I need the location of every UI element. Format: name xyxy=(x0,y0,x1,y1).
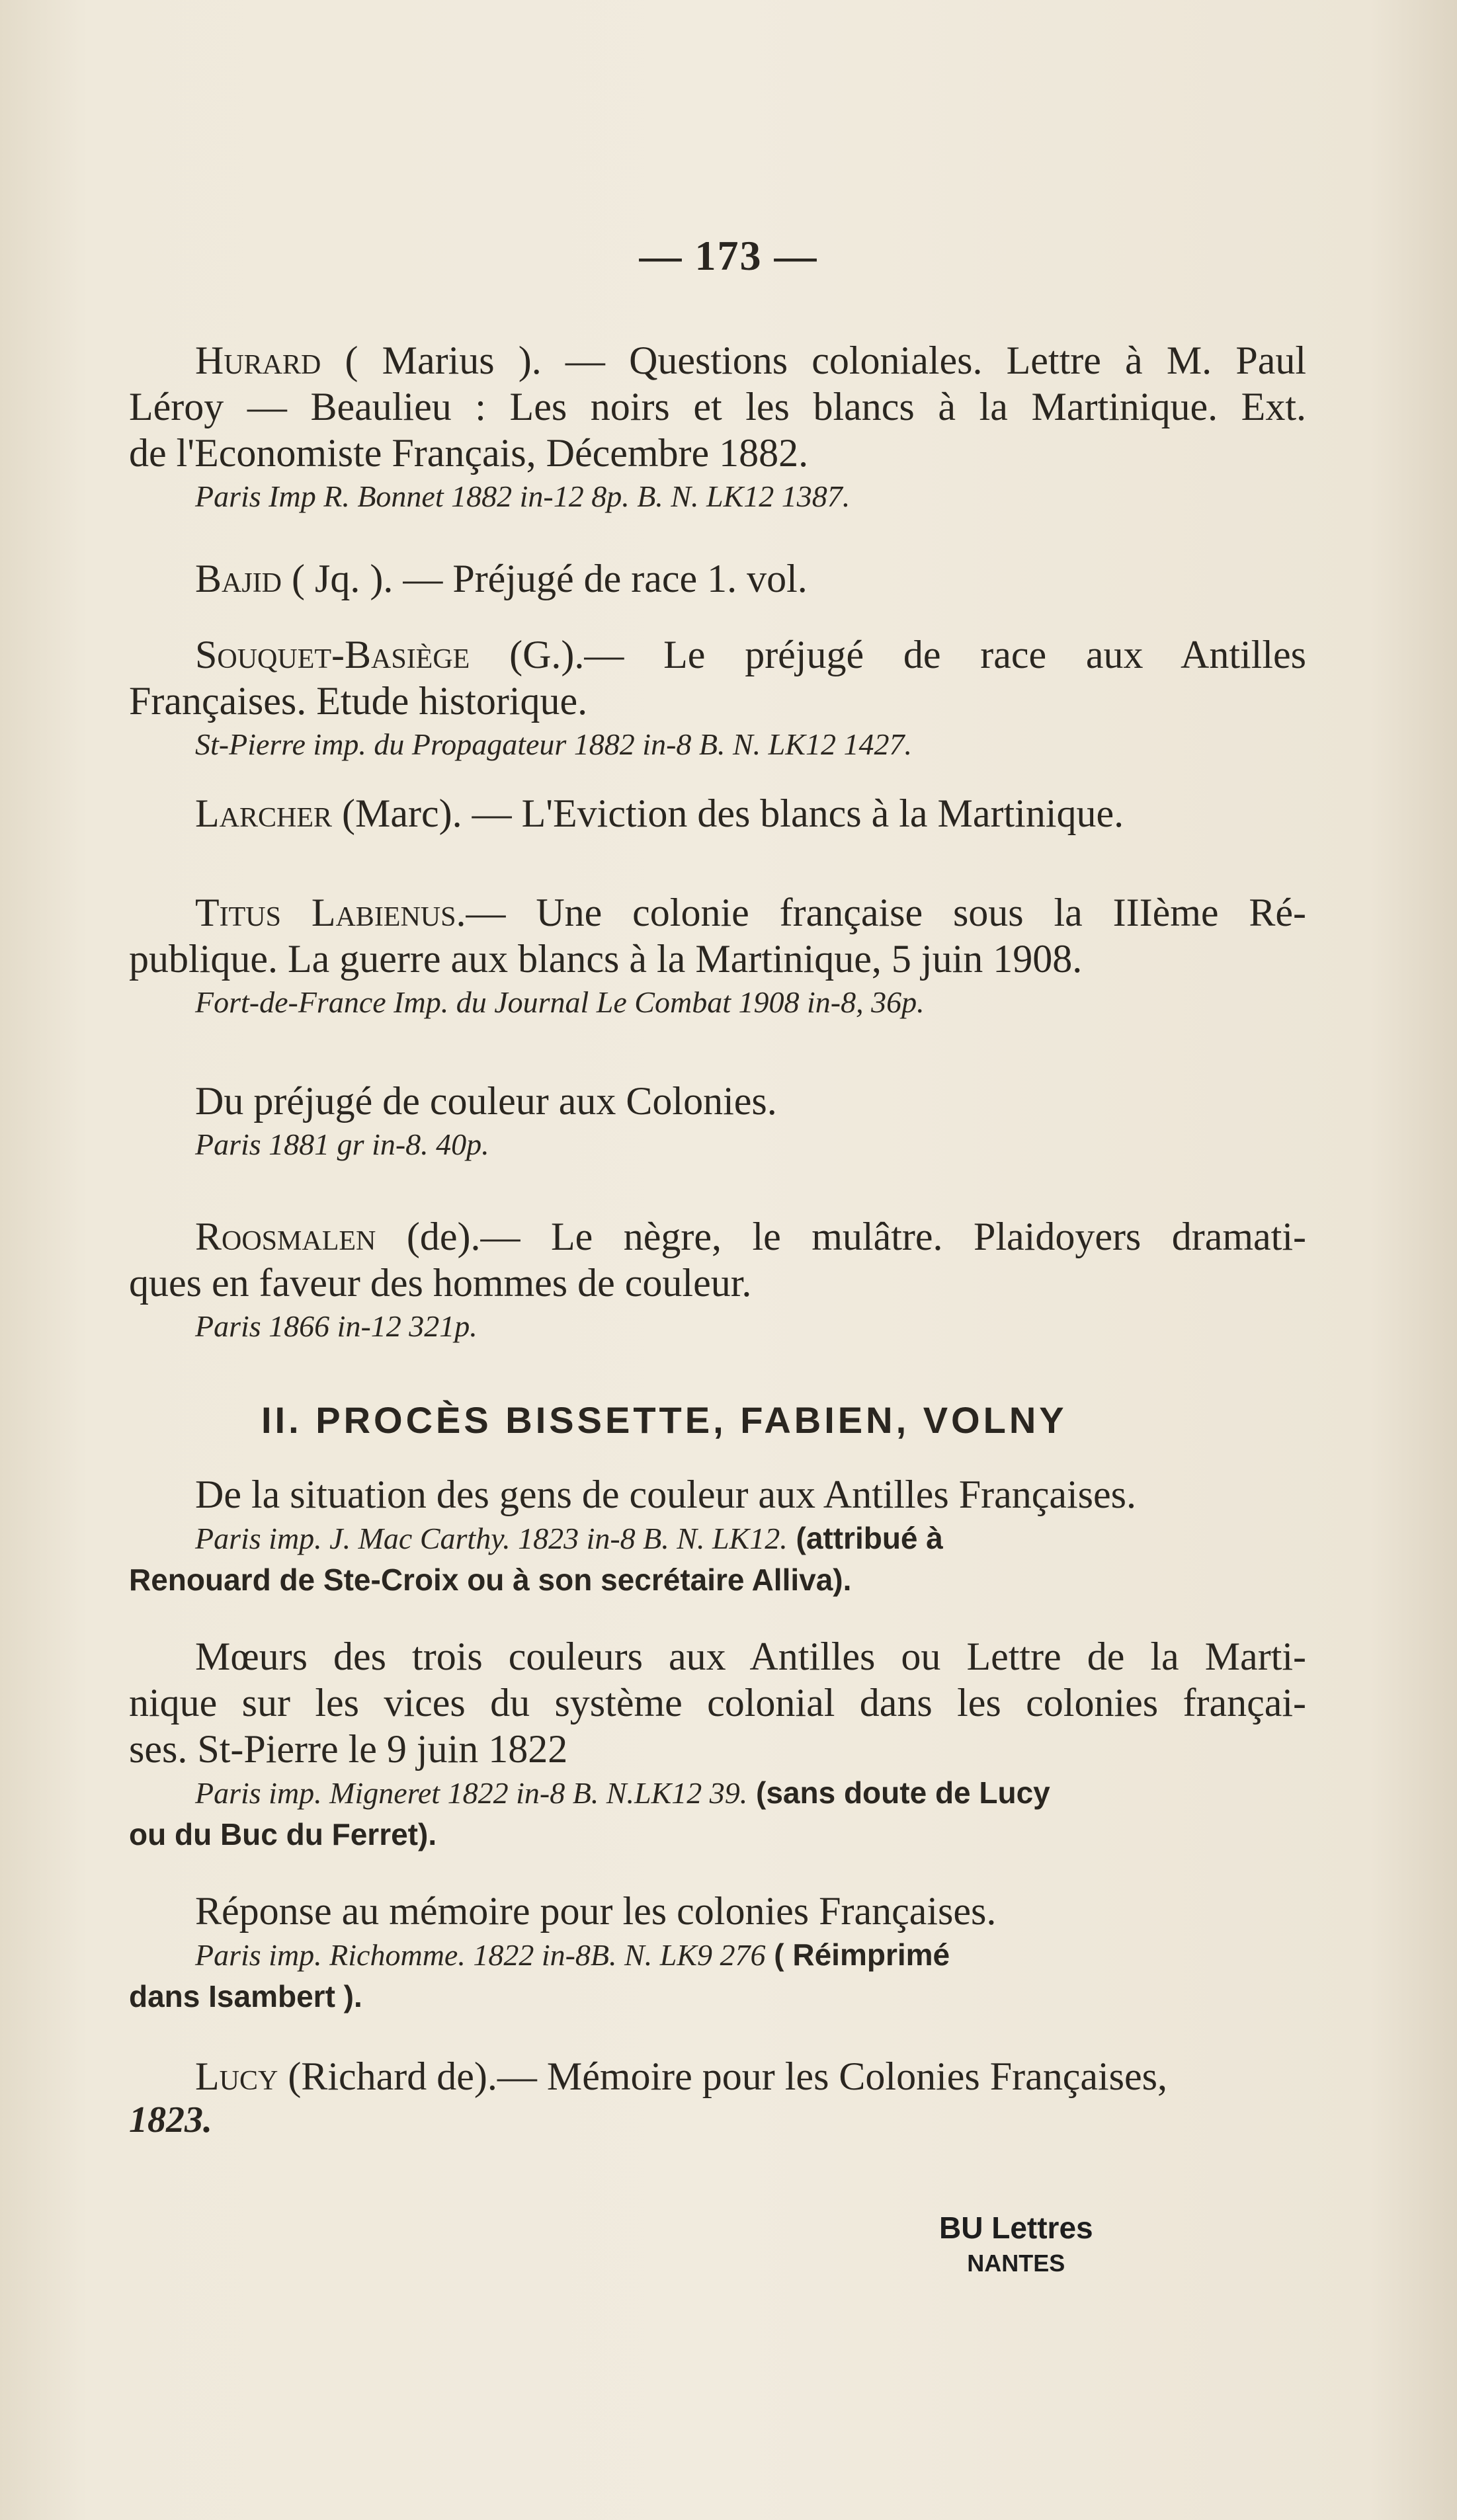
entry-author: Roosmalen xyxy=(195,1215,376,1258)
entry-author: Hurard xyxy=(195,339,321,382)
entry-publication-text: Paris imp. Richomme. 1822 in-8B. N. LK9 276 xyxy=(195,1938,766,1972)
entry-line xyxy=(129,631,1306,678)
entry-publication xyxy=(129,1934,1306,1976)
entry-author: Titus Labienus xyxy=(195,891,456,934)
bibliography-entry xyxy=(129,1633,1306,1855)
entry-note: ou du Buc du Ferret). xyxy=(129,1817,437,1851)
entry-publication: Paris 1881 gr in-8. 40p. xyxy=(195,1127,489,1161)
entry-publication: Paris 1866 in-12 321p. xyxy=(195,1309,478,1343)
bibliography-entry xyxy=(129,1471,1306,1600)
entry-text: ( Marius ). — Questions coloniales. Lettre à M. Paul xyxy=(345,339,1306,382)
bibliography-entry xyxy=(129,337,1306,517)
bibliography-entry xyxy=(129,889,1306,1023)
entry-author: Souquet-Basiège xyxy=(195,633,470,676)
entry-publication xyxy=(129,1518,1306,1559)
entry-note: (sans doute de Lucy xyxy=(747,1775,1050,1810)
library-stamp xyxy=(939,2209,1093,2280)
entry-line xyxy=(129,790,1306,836)
bibliography-entry xyxy=(129,631,1306,765)
bibliography-entry xyxy=(129,2053,1306,2140)
entry-publication: Paris Imp R. Bonnet 1882 in-12 8p. B. N. LK12 1387. xyxy=(195,479,851,513)
entry-line xyxy=(129,1213,1306,1260)
bibliography-entry xyxy=(129,1888,1306,2017)
entry-line xyxy=(129,2053,1306,2099)
entry-note: ( Réimprimé xyxy=(765,1937,950,1972)
entry-line: Réponse au mémoire pour les colonies Françaises. xyxy=(195,1889,997,1933)
entry-line: Mœurs des trois couleurs aux Antilles ou Lettre de la Marti- xyxy=(195,1635,1306,1678)
entry-text: (Richard de).— Mémoire pour les Colonies Françaises, xyxy=(288,2054,1167,2098)
entry-note: Renouard de Ste-Croix ou à son secrétaire Alliva). xyxy=(129,1563,852,1597)
page-number: — 173 — xyxy=(639,232,818,279)
entry-line xyxy=(129,889,1306,936)
entry-line: Léroy — Beaulieu : Les noirs et les blancs à la Martinique. Ext. xyxy=(129,385,1306,428)
entry-publication: 1823. xyxy=(129,2099,212,2140)
entry-line: nique sur les vices du système colonial dans les colonies françai- xyxy=(129,1681,1306,1725)
entry-line xyxy=(129,337,1306,384)
entry-publication xyxy=(129,1772,1306,1814)
bibliography-entry xyxy=(129,555,1306,602)
stamp-line-2: NANTES xyxy=(967,2250,1065,2277)
entry-publication: Fort-de-France Imp. du Journal Le Combat 1908 in-8, 36p. xyxy=(195,985,925,1019)
entry-text: ( Jq. ). — Préjugé de race 1. vol. xyxy=(292,557,808,600)
entry-line: de l'Economiste Français, Décembre 1882. xyxy=(129,431,809,475)
entry-author: Lucy xyxy=(195,2054,278,2098)
entry-line: ses. St-Pierre le 9 juin 1822 xyxy=(129,1727,568,1771)
bibliography-entry xyxy=(129,1213,1306,1347)
stamp-line-1: BU Lettres xyxy=(939,2211,1093,2245)
entry-author: Bajid xyxy=(195,557,282,600)
entry-line: publique. La guerre aux blancs à la Martinique, 5 juin 1908. xyxy=(129,937,1083,981)
entry-line: ques en faveur des hommes de couleur. xyxy=(129,1261,752,1305)
bibliography-entry xyxy=(129,790,1306,836)
entry-publication: St-Pierre imp. du Propagateur 1882 in-8 B. N. LK12 1427. xyxy=(195,727,912,761)
entry-publication-text: Paris imp. Migneret 1822 in-8 B. N.LK12 39. xyxy=(195,1776,748,1810)
entry-text: (Marc). — L'Eviction des blancs à la Martinique. xyxy=(342,792,1124,835)
entry-text: (de).— Le nègre, le mulâtre. Plaidoyers dramati- xyxy=(406,1215,1307,1258)
entry-line: Françaises. Etude historique. xyxy=(129,679,588,723)
entry-line: De la situation des gens de couleur aux Antilles Françaises. xyxy=(195,1473,1136,1516)
entry-note: dans Isambert ). xyxy=(129,1979,362,2013)
entry-author: Larcher xyxy=(195,792,333,835)
entry-text: (G.).— Le préjugé de race aux Antilles xyxy=(509,633,1306,676)
entry-line: Du préjugé de couleur aux Colonies. xyxy=(195,1079,777,1123)
entry-publication-text: Paris imp. J. Mac Carthy. 1823 in-8 B. N. LK12. xyxy=(195,1522,788,1555)
section-heading: II. PROCÈS BISSETTE, FABIEN, VOLNY xyxy=(261,1399,1067,1441)
entry-note: (attribué à xyxy=(787,1521,943,1555)
bibliography-entry xyxy=(129,1078,1306,1165)
entry-text: .— Une colonie française sous la IIIème Ré- xyxy=(456,891,1307,934)
entry-line xyxy=(129,555,1306,602)
